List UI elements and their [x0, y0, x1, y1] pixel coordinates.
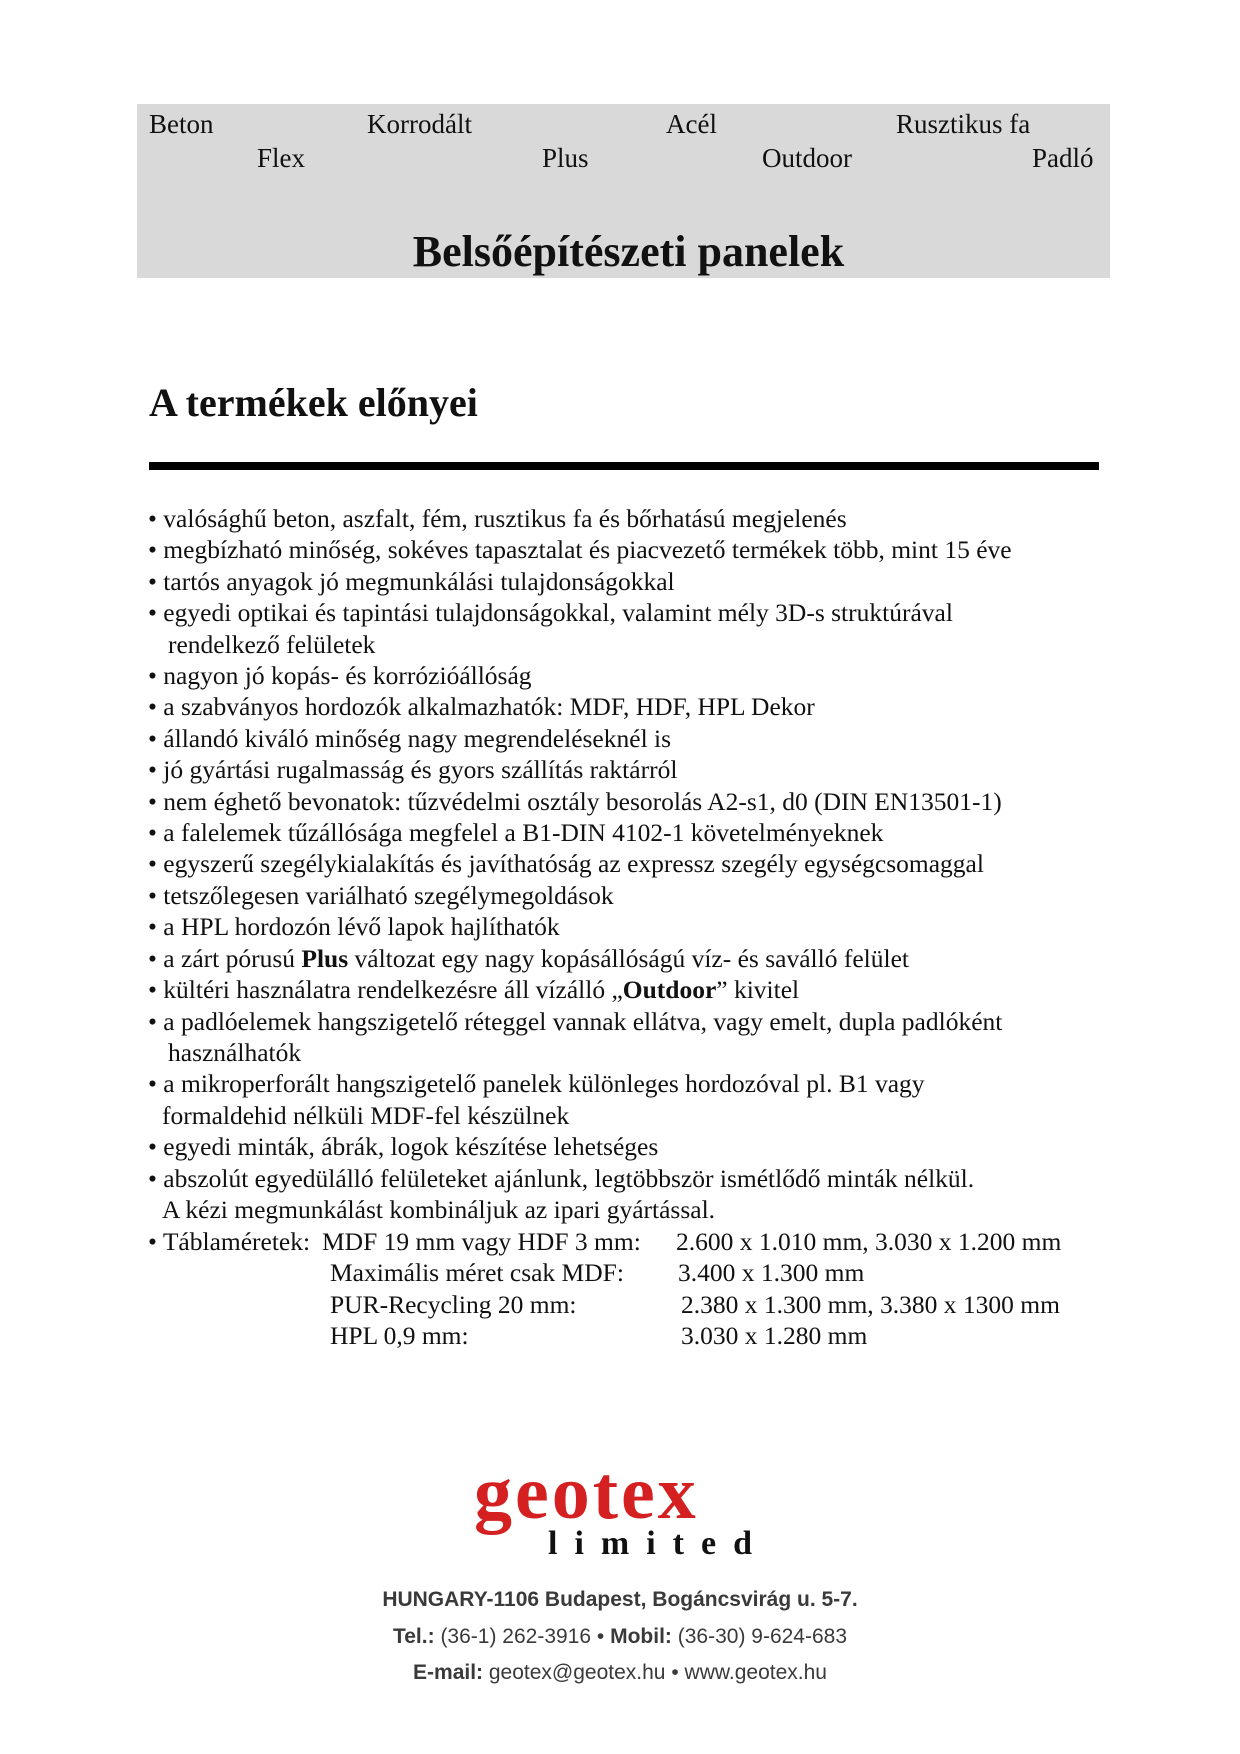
list-item: • állandó kiváló minőség nagy megrendeléseknél is [148, 723, 672, 753]
section-title: A termékek előnyei [149, 380, 478, 425]
list-item: • jó gyártási rugalmasság és gyors szállítás raktárról [148, 755, 678, 785]
list-item: • abszolút egyedülálló felületeket ajánlunk, legtöbbször ismétlődő minták nélkül. A kézi megmunkálást kombináljuk az ipari gyártással. [148, 1163, 975, 1224]
header-word-flex: Flex [257, 143, 306, 173]
list-item: • nagyon jó kopás- és korrózióállóság [148, 661, 532, 691]
advantages-list [148, 503, 1108, 1225]
size-item: Maximális méret csak MDF: [330, 1258, 624, 1288]
header-word-plus: Plus [542, 143, 589, 173]
size-item: PUR-Recycling 20 mm: [330, 1289, 577, 1319]
header-word-rusztikus-fa: Rusztikus fa [896, 109, 1031, 139]
logo-sub-text: limited [548, 1525, 769, 1562]
phone-line: Tel.: (36-1) 262-3916 • Mobil: (36-30) 9-624-683 [392, 1625, 848, 1648]
list-item: • tetszőlegesen variálható szegélymegoldások [148, 880, 614, 910]
list-item: • nem éghető bevonatok: tűzvédelmi osztály besorolás A2-s1, d0 (DIN EN13501-1) [148, 786, 1002, 816]
size-item: HPL 0,9 mm: [330, 1321, 469, 1351]
list-item: • valósághű beton, aszfalt, fém, rusztikus fa és bőrhatású megjelenés [148, 504, 847, 533]
logo-main-text: geotex [474, 1454, 699, 1535]
list-item: • a padlóelemek hangszigetelő réteggel vannak ellátva, vagy emelt, dupla padlóként használhatók [148, 1006, 1003, 1067]
header-word-beton: Beton [149, 109, 214, 139]
list-item: • kültéri használatra rendelkezésre áll vízálló „Outdoor” kivitel [148, 975, 800, 1005]
list-item: • a zárt pórusú Plus változat egy nagy kopásállóságú víz- és saválló felület [148, 943, 909, 973]
contact-line: E-mail: geotex@geotex.hu • www.geotex.hu [413, 1661, 827, 1684]
size-value: 3.400 x 1.300 mm [678, 1258, 865, 1288]
header-word-acel: Acél [666, 109, 717, 139]
size-value: 2.380 x 1.300 mm, 3.380 x 1300 mm [681, 1289, 1060, 1319]
geotex-logo [470, 1454, 770, 1564]
list-item: • a falelemek tűzállósága megfelel a B1-DIN 4102-1 követelményeknek [148, 818, 884, 848]
size-value: 3.030 x 1.280 mm [681, 1321, 868, 1351]
document-title: Belsőépítészeti panelek [412, 227, 845, 276]
header-band [137, 104, 1110, 278]
website-link[interactable]: www.geotex.hu [684, 1661, 827, 1684]
size-value: 2.600 x 1.010 mm, 3.030 x 1.200 mm [676, 1227, 1062, 1256]
header-word-korrodalt: Korrodált [367, 109, 472, 139]
list-item: • a HPL hordozón lévő lapok hajlíthatók [148, 912, 560, 942]
list-item: • a szabványos hordozók alkalmazhatók: MDF, HDF, HPL Dekor [148, 692, 815, 722]
list-item: • egyedi optikai és tapintási tulajdonságokkal, valamint mély 3D-s struktúrával rendelkező felületek [148, 598, 953, 659]
list-item: • a mikroperforált hangszigetelő panelek különleges hordozóval pl. B1 vagy formaldehid nélküli MDF-fel készülnek [148, 1069, 925, 1130]
header-word-outdoor: Outdoor [762, 143, 852, 173]
sizes-label: • Táblaméretek: [148, 1227, 311, 1256]
list-item: • egyedi minták, ábrák, logok készítése lehetséges [148, 1132, 659, 1162]
list-item: • megbízható minőség, sokéves tapasztalat és piacvezető termékek több, mint 15 éve [148, 535, 1012, 565]
size-item: MDF 19 mm vagy HDF 3 mm: [322, 1227, 641, 1256]
address-line: HUNGARY-1106 Budapest, Bogáncsvirág u. 5-7. [382, 1588, 858, 1611]
email-link[interactable]: geotex@geotex.hu [488, 1661, 666, 1684]
list-item: • tartós anyagok jó megmunkálási tulajdonságokkal [148, 566, 675, 596]
section-rule [149, 462, 1099, 470]
header-word-padlo: Padló [1032, 143, 1094, 173]
list-item: • egyszerű szegélykialakítás és javíthatóság az expressz szegély egységcsomaggal [148, 849, 984, 879]
